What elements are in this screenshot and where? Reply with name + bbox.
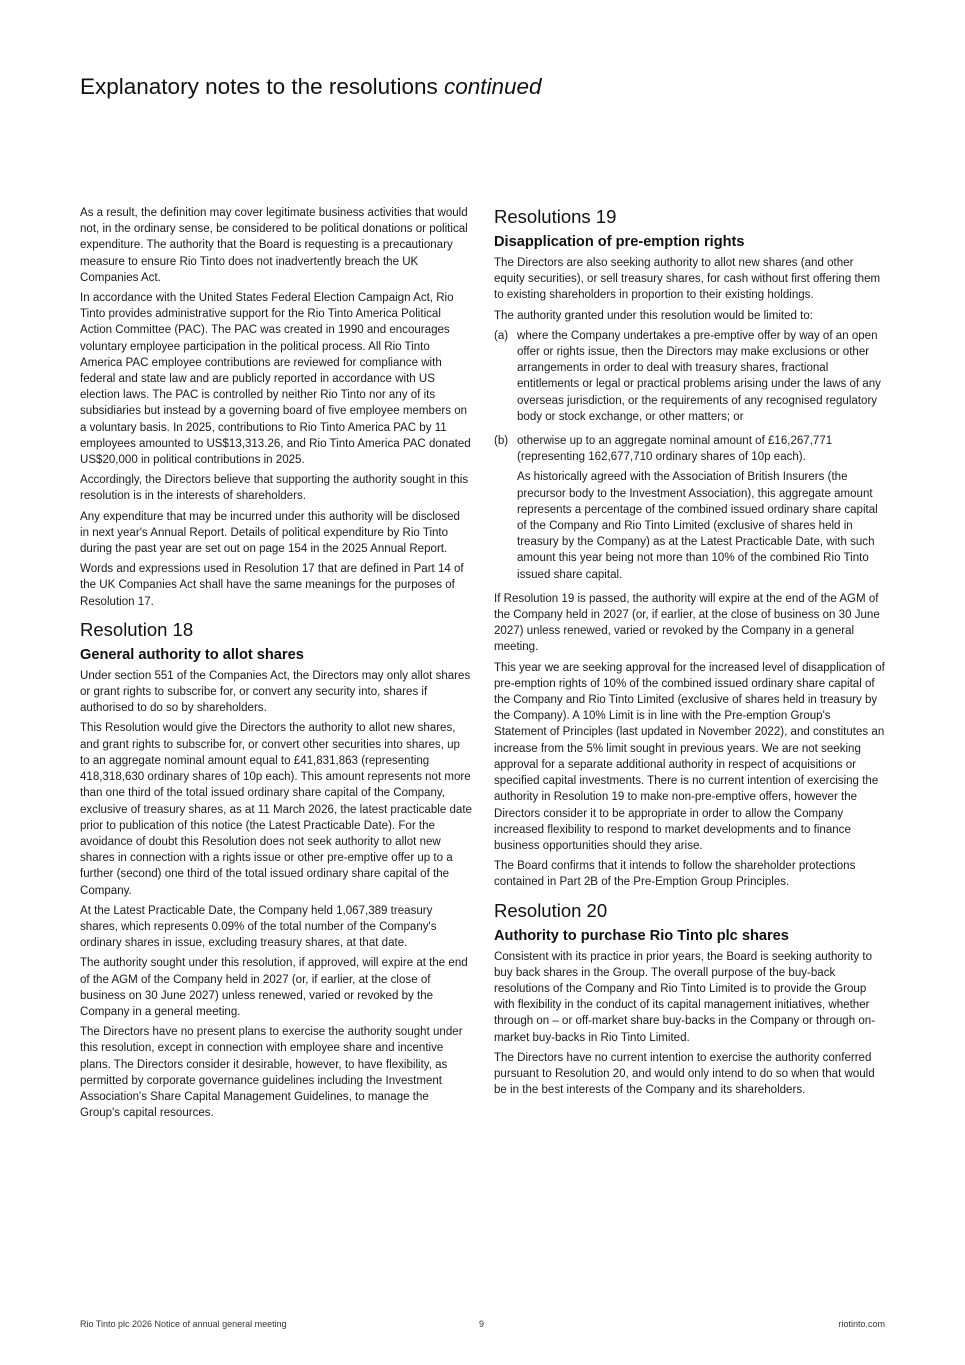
paragraph: This year we are seeking approval for the increased level of disapplication of pre-emption rights of 10% of the combined issued ordinary share capital of the Company and Rio Tinto Limited (exclusive of shares held in treasury by the Company). A 10% Limit is in line with the Pre-emption Group's Statement of Principles (last updated in November 2022), and constitutes an increase from the 5% limit sought in previous years. We are not seeking approval for a separate additional authority in respect of acquisitions or specified capital investments. There is no current intention of exercising the authority in Resolution 19 to make non-pre-emptive offers, however the Directors consider it to be appropriate in order to allow the Company increased flexibility to respond to market developments and to finance business opportunities should they arise. [494, 661, 885, 852]
resolution-20-heading: Resolution 20 [494, 899, 608, 921]
resolution-20-subheading: Authority to purchase Rio Tinto plc shares [494, 927, 789, 944]
paragraph: The Directors have no current intention to exercise the authority conferred pursuant to Resolution 20, and would only intend to do so when that would be in the best interests of the Company and its shareholders. [494, 1051, 875, 1097]
list-item [494, 433, 886, 587]
paragraph: Under section 551 of the Companies Act, the Directors may only allot shares or grant rights to subscribe for, or convert any security into, shares if authorised to do so by shareholders. [80, 669, 471, 715]
page-title-main: Explanatory notes to the resolutions [80, 74, 438, 99]
resolution-19-subheading: Disapplication of pre-emption rights [494, 234, 745, 250]
footer-document-title: Rio Tinto plc 2026 Notice of annual general meeting [80, 1319, 287, 1329]
resolution-18-heading: Resolution 18 [80, 618, 194, 640]
list-marker: (b) [494, 435, 509, 448]
paragraph: The authority sought under this resolution, if approved, will expire at the end of the AGM of the Company held in 2027 (or, if earlier, at the close of business on 30 June 2027) unless renewed, varied or revoked by the Company in a general meeting. [80, 957, 468, 1018]
page-title [80, 74, 542, 100]
list-item-text: where the Company undertakes a pre-emptive offer by way of an open offer or rights issue, then the Directors may make exclusions or other arrangements in order to deal with treasury shares, fractional entitlements or legal or practical problems arising under the laws of any overseas jurisdiction, or the requirements of any recognised regulatory body or stock exchange, or other matters; or [517, 329, 881, 423]
paragraph: At the Latest Practicable Date, the Company held 1,067,389 treasury shares, which represents 0.09% of the total number of the Company's ordinary shares in issue, excluding treasury shares, at that date. [80, 904, 437, 950]
paragraph: As a result, the definition may cover legitimate business activities that would not, in the ordinary sense, be considered to be political donations or political expenditure. The authority that the Board is requesting is a precautionary measure to ensure Rio Tinto does not inadvertently breach the UK Companies Act. [80, 207, 468, 284]
paragraph: This Resolution would give the Directors the authority to allot new shares, and grant rights to subscribe for, or convert other securities into shares, up to an aggregate nominal amount equal to £41,831,863 (representing 418,318,630 ordinary shares of 10p each). This amount represents not more than one third of the total issued ordinary share capital of the Company, exclusive of treasury shares, as at 11 March 2026, the latest practicable date prior to publication of this notice (the Latest Practicable Date). For the avoidance of doubt this Resolution does not seek authority to allot new shares in connection with a rights issue or other pre-emptive offer up to a further (second) one third of the total issued ordinary share capital of the Company. [80, 722, 472, 897]
list-item-text: otherwise up to an aggregate nominal amount of £16,267,771 (representing 162,677,710 ordinary shares of 10p each). [517, 435, 833, 464]
left-column [80, 205, 472, 1125]
page-title-continued: continued [443, 74, 542, 99]
footer-website: riotinto.com [838, 1319, 885, 1329]
paragraph: Words and expressions used in Resolution 17 that are defined in Part 14 of the UK Companies Act shall have the same meanings for the purposes of Resolution 17. [80, 563, 464, 608]
paragraph: Consistent with its practice in prior years, the Board is seeking authority to buy back shares in the Group. The overall purpose of the buy-back resolutions of the Company and Rio Tinto Limited is to provide the Group with flexibility in the conduct of its capital management initiatives, whether through on – or off-market share buy-backs in the Company or through on-market buy-backs in Rio Tinto Limited. [494, 950, 876, 1044]
paragraph: The authority granted under this resolution would be limited to: [494, 309, 814, 322]
right-column [494, 205, 886, 1102]
resolution-18-subheading: General authority to allot shares [80, 646, 304, 663]
paragraph: In accordance with the United States Federal Election Campaign Act, Rio Tinto provides administrative support for the Rio Tinto America Political Action Committee (PAC). The PAC was created in 1990 and encourages voluntary employee participation in the political process. All Rio Tinto America PAC employee contributions are reviewed for compliance with federal and state law and are publicly reported in accordance with US election laws. The PAC is controlled by neither Rio Tinto nor any of its subsidiaries but instead by a governing board of five employee members on a voluntary basis. In 2025, contributions to Rio Tinto America PAC by 11 employees amounted to US$13,313.26, and Rio Tinto America PAC donated US$20,000 in political contributions in 2025. [80, 292, 471, 467]
paragraph: Accordingly, the Directors believe that supporting the authority sought in this resolution is in the interests of shareholders. [80, 474, 469, 503]
paragraph: The Directors are also seeking authority to allot new shares (and other equity securities), or sell treasury shares, for cash without first offering them to existing shareholders in proportion to their existing holdings. [494, 257, 881, 302]
list-item [494, 328, 886, 429]
paragraph: The Directors have no present plans to exercise the authority sought under this resolution, except in connection with employee share and incentive plans. The Directors consider it desirable, however, to have flexibility, as permitted by corporate governance guidelines including the Investment Association's Share Capital Management Guidelines, to manage the Group's capital resources. [80, 1026, 463, 1120]
paragraph: Any expenditure that may be incurred under this authority will be disclosed in next year's Annual Report. Details of political expenditure by Rio Tinto during the past year are set out on page 154 in the 2025 Annual Report. [80, 510, 460, 556]
paragraph: If Resolution 19 is passed, the authority will expire at the end of the AGM of the Company held in 2027 (or, if earlier, at the close of business on 30 June 2027) unless renewed, varied or revoked by the Company in a general meeting. [494, 592, 880, 654]
list-marker: (a) [494, 329, 509, 342]
footer-page-number: 9 [479, 1319, 485, 1329]
list-item-text: As historically agreed with the Association of British Insurers (the precursor body to the Investment Association), this aggregate amount represents a percentage of the combined issued ordinary share capital of the Company and Rio Tinto Limited (exclusive of shares held in treasury by the Company) as at the Latest Practicable Date, with such amount this year being not more than 10% of the combined Rio Tinto issued share capital. [517, 471, 878, 581]
resolution-19-heading: Resolutions 19 [494, 206, 617, 227]
paragraph: The Board confirms that it intends to follow the shareholder protections contained in Part 2B of the Pre-Emption Group Principles. [494, 860, 856, 889]
